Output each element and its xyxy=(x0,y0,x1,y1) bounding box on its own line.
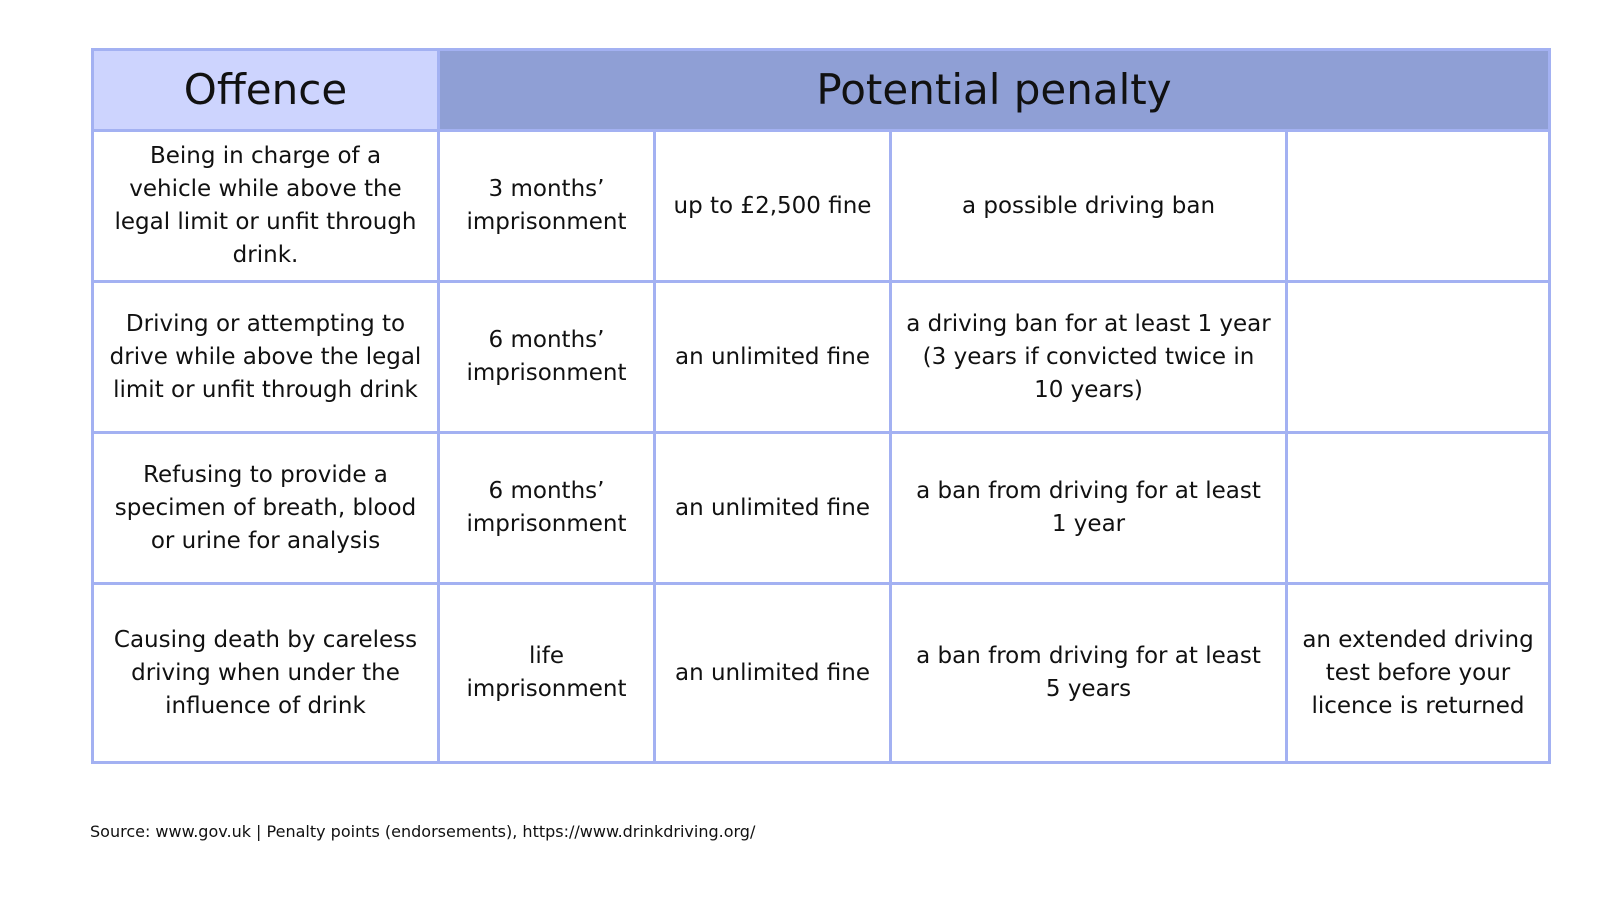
offence-cell: Refusing to provide a specimen of breath, blood or urine for analysis xyxy=(93,433,439,584)
offence-cell: Causing death by careless driving when under the influence of drink xyxy=(93,584,439,763)
table-row xyxy=(93,584,1550,763)
ban-cell: a driving ban for at least 1 year (3 years if convicted twice in 10 years) xyxy=(891,282,1287,433)
extra-cell xyxy=(1287,131,1550,282)
extra-cell: an extended driving test before your licence is returned xyxy=(1287,584,1550,763)
extra-cell xyxy=(1287,433,1550,584)
fine-cell: an unlimited fine xyxy=(655,584,891,763)
table-header-row xyxy=(93,50,1550,131)
imprisonment-cell: 6 months’ imprisonment xyxy=(439,433,655,584)
offence-cell: Driving or attempting to drive while above the legal limit or unfit through drink xyxy=(93,282,439,433)
fine-cell: an unlimited fine xyxy=(655,282,891,433)
source-note: Source: www.gov.uk | Penalty points (endorsements), https://www.drinkdriving.org/ xyxy=(90,822,756,841)
fine-cell: up to £2,500 fine xyxy=(655,131,891,282)
penalty-table xyxy=(91,48,1551,764)
imprisonment-cell: 6 months’ imprisonment xyxy=(439,282,655,433)
table-row xyxy=(93,433,1550,584)
fine-cell: an unlimited fine xyxy=(655,433,891,584)
offence-column-header: Offence xyxy=(93,50,439,131)
imprisonment-cell: life imprisonment xyxy=(439,584,655,763)
table-row xyxy=(93,131,1550,282)
ban-cell: a ban from driving for at least 5 years xyxy=(891,584,1287,763)
imprisonment-cell: 3 months’ imprisonment xyxy=(439,131,655,282)
table-row xyxy=(93,282,1550,433)
offence-cell: Being in charge of a vehicle while above the legal limit or unfit through drink. xyxy=(93,131,439,282)
extra-cell xyxy=(1287,282,1550,433)
ban-cell: a possible driving ban xyxy=(891,131,1287,282)
ban-cell: a ban from driving for at least 1 year xyxy=(891,433,1287,584)
penalty-column-header: Potential penalty xyxy=(439,50,1550,131)
